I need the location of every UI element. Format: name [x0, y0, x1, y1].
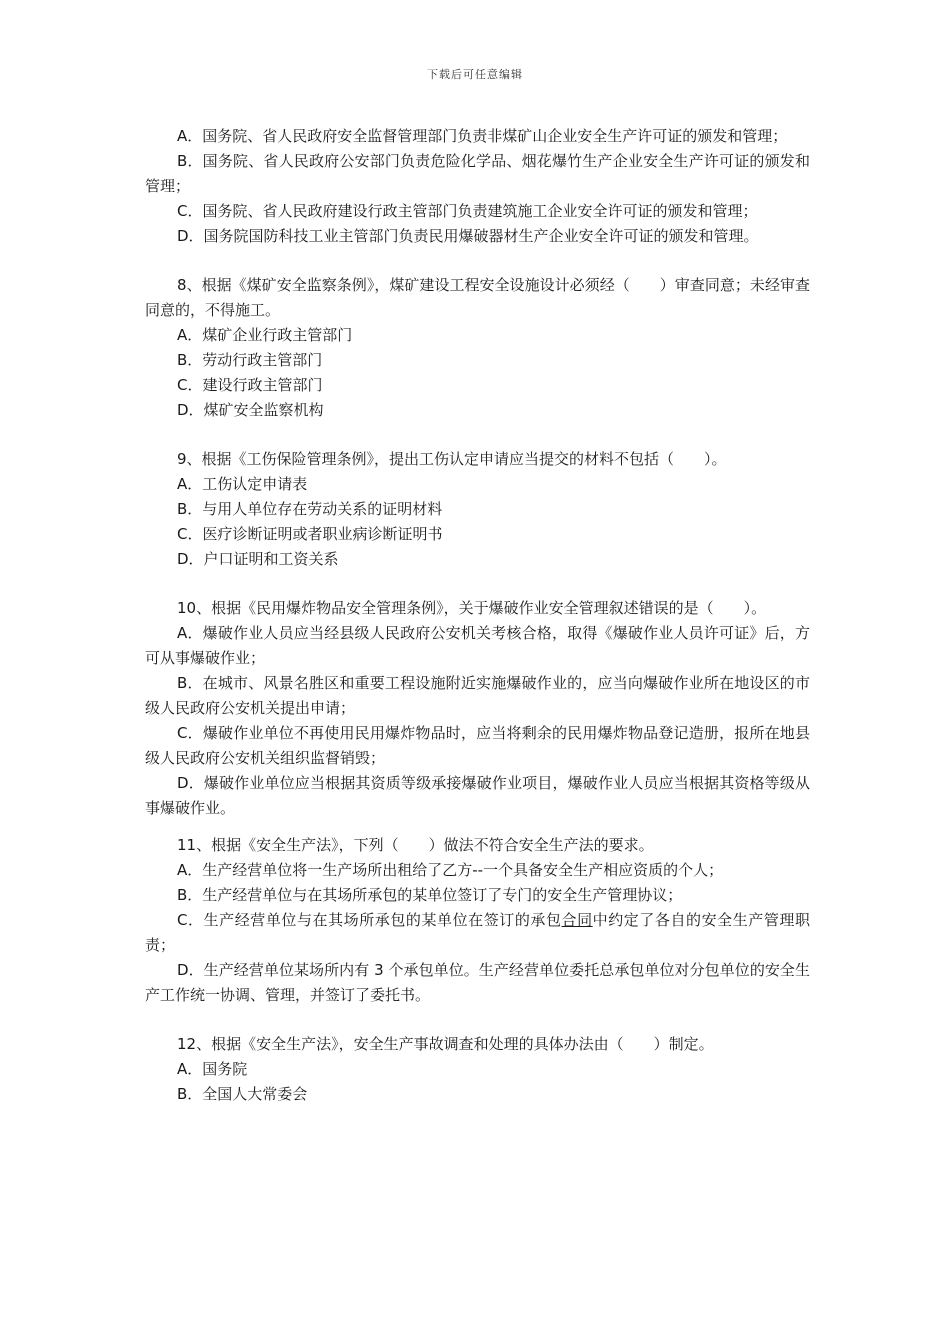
q8-option-a: A．煤矿企业行政主管部门: [177, 326, 353, 344]
q7-option-d: D．国务院国防科技工业主管部门负责民用爆破器材生产企业安全许可证的颁发和管理。: [177, 227, 759, 245]
q10-question: 10、根据《民用爆炸物品安全管理条例》，关于爆破作业安全管理叙述错误的是（ ）。: [177, 599, 767, 617]
document-body: [145, 124, 810, 1107]
q11-option-d: D．生产经营单位某场所内有 3 个承包单位。生产经营单位委托总承包单位对分包单位的安全生产工作统一协调、管理，并签订了委托书。: [145, 961, 810, 1004]
q8-option-d: D．煤矿安全监察机构: [177, 401, 324, 419]
q11-question: 11、根据《安全生产法》，下列（ ）做法不符合安全生产法的要求。: [177, 836, 654, 854]
q10-option-d: D．爆破作业单位应当根据其资质等级承接爆破作业项目，爆破作业人员应当根据其资格等级从事爆破作业。: [145, 774, 810, 817]
q11-option-c: [145, 908, 810, 958]
q9-question: 9、根据《工伤保险管理条例》，提出工伤认定申请应当提交的材料不包括（ ）。: [177, 450, 727, 468]
q8-option-c: C．建设行政主管部门: [177, 376, 323, 394]
q12-option-b: B．全国人大常委会: [177, 1085, 308, 1103]
q9-option-b: B．与用人单位存在劳动关系的证明材料: [177, 500, 443, 518]
q7-option-b: B．国务院、省人民政府公安部门负责危险化学品、烟花爆竹生产企业安全生产许可证的颁发和管理；: [145, 152, 810, 195]
page-header: 下载后可任意编辑: [427, 68, 523, 81]
q9-option-d: D．户口证明和工资关系: [177, 550, 339, 568]
q8-question: 8、根据《煤矿安全监察条例》，煤矿建设工程安全设施设计必须经（ ）审查同意；未经审查同意的，不得施工。: [145, 276, 810, 319]
q7-option-c: C．国务院、省人民政府建设行政主管部门负责建筑施工企业安全许可证的颁发和管理；: [177, 202, 758, 220]
contract-link[interactable]: 合同: [561, 911, 593, 929]
q10-option-c: C．爆破作业单位不再使用民用爆炸物品时，应当将剩余的民用爆炸物品登记造册，报所在地县级人民政府公安机关组织监督销毁；: [145, 724, 810, 767]
q12-option-a: A．国务院: [177, 1060, 248, 1078]
q12-question: 12、根据《安全生产法》，安全生产事故调查和处理的具体办法由（ ）制定。: [177, 1035, 714, 1053]
q7-option-a: A．国务院、省人民政府安全监督管理部门负责非煤矿山企业安全生产许可证的颁发和管理；: [177, 127, 788, 145]
q9-option-a: A．工伤认定申请表: [177, 475, 308, 493]
q8-option-b: B．劳动行政主管部门: [177, 351, 323, 369]
q10-option-a: A．爆破作业人员应当经县级人民政府公安机关考核合格，取得《爆破作业人员许可证》后，方可从事爆破作业；: [145, 624, 810, 667]
q11-option-a: A．生产经营单位将一生产场所出租给了乙方--一个具备安全生产相应资质的个人；: [177, 861, 724, 879]
q9-option-c: C．医疗诊断证明或者职业病诊断证明书: [177, 525, 443, 543]
q11-option-c-text-end: 中约定了各自的安全生产管理职责；: [145, 911, 810, 954]
q10-option-b: B．在城市、风景名胜区和重要工程设施附近实施爆破作业的，应当向爆破作业所在地设区的市级人民政府公安机关提出申请；: [145, 674, 810, 717]
q11-option-c-text-start: C．生产经营单位与在其场所承包的某单位在签订的承包: [177, 911, 562, 929]
q11-option-b: B．生产经营单位与在其场所承包的某单位签订了专门的安全生产管理协议；: [177, 886, 683, 904]
